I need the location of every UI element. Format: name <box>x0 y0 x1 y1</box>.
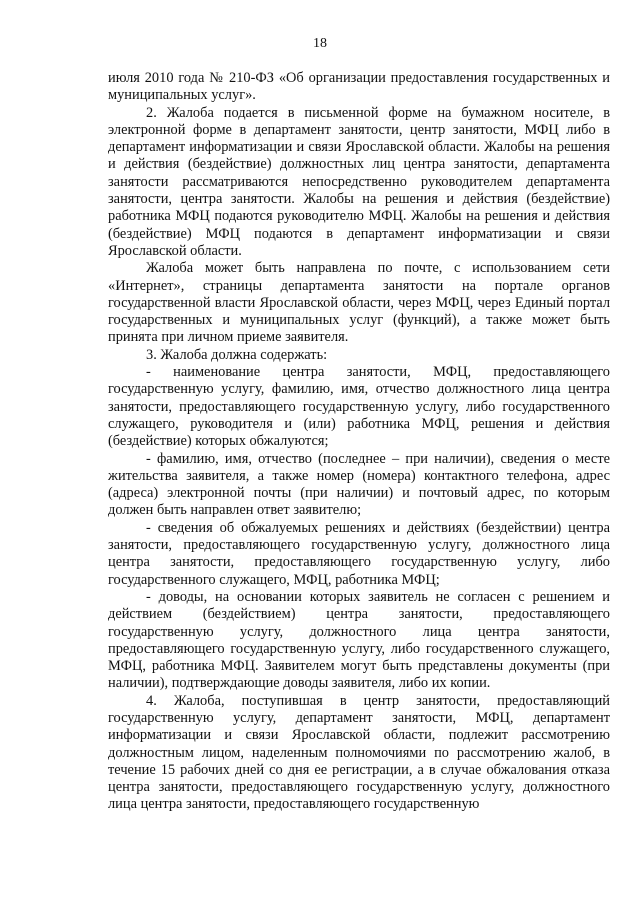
list-item-arguments: - доводы, на основании которых заявитель не согласен с решением и действием (бездействием) центра занятости, предоставляющего государственную услугу, должностного лица центра занятости, предоставляющего государственную услугу, либо государственного служащего, МФЦ, работника МФЦ. Заявителем могут быть представлены документы (при наличии), подтверждающие доводы заявителя, либо их копии. <box>108 588 610 692</box>
list-item-applicant-info: - фамилию, имя, отчество (последнее – при наличии), сведения о месте жительства заявителя, а также номер (номера) контактного телефона, адрес (адреса) электронной почты (при наличии) и почтовый адрес, по которым должен быть направлен ответ заявителю; <box>108 450 610 519</box>
paragraph-item-4: 4. Жалоба, поступившая в центр занятости, предоставляющий государственную услугу, департамент занятости, МФЦ, департамент информатизации и связи Ярославской области, подлежит рассмотрению должностным лицом, наделенным полномочиями по рассмотрению жалоб, в течение 15 рабочих дней со дня ее регистрации, а в случае обжалования отказа центра занятости, предоставляющего государственную услугу, должностного лица центра занятости, предоставляющего государственную <box>108 692 610 813</box>
paragraph-continuation: июля 2010 года № 210-ФЗ «Об организации предоставления государственных и муниципальных услуг». <box>108 70 610 104</box>
page-number: 18 <box>313 36 327 51</box>
paragraph-submission-methods: Жалоба может быть направлена по почте, с использованием сети «Интернет», страницы департамента занятости на портале органов государственной власти Ярославской области, через МФЦ, через Единый портал государственных и муниципальных услуг (функций), а также может быть принята при личном приеме заявителя. <box>108 260 610 346</box>
document-body <box>108 70 610 814</box>
list-item-name: - наименование центра занятости, МФЦ, предоставляющего государственную услугу, фамилию, имя, отчество должностного лица центра занятости, предоставляющего государственную услугу, либо государственного служащего, руководителя и (или) работника МФЦ, решения и действия (бездействие) которых обжалуются; <box>108 364 610 450</box>
paragraph-item-2: 2. Жалоба подается в письменной форме на бумажном носителе, в электронной форме в департамент занятости, центр занятости, МФЦ либо в департамент информатизации и связи Ярославской области. Жалобы на решения и действия (бездействие) должностных лиц центра занятости, департамента занятости рассматриваются непосредственно руководителем департамента занятости, центра занятости. Жалобы на решения и действия (бездействие) работника МФЦ подаются руководителю МФЦ. Жалобы на решения и действия (бездействие) МФЦ подаются в департамент информатизации и связи Ярославской области. <box>108 104 610 259</box>
paragraph-item-3: 3. Жалоба должна содержать: <box>146 346 328 363</box>
list-item-appealed-decisions: - сведения об обжалуемых решениях и действиях (бездействии) центра занятости, предоставляющего государственную услугу, должностного лица центра занятости, предоставляющего государственную услугу, либо государственного служащего, МФЦ, работника МФЦ; <box>108 519 610 588</box>
